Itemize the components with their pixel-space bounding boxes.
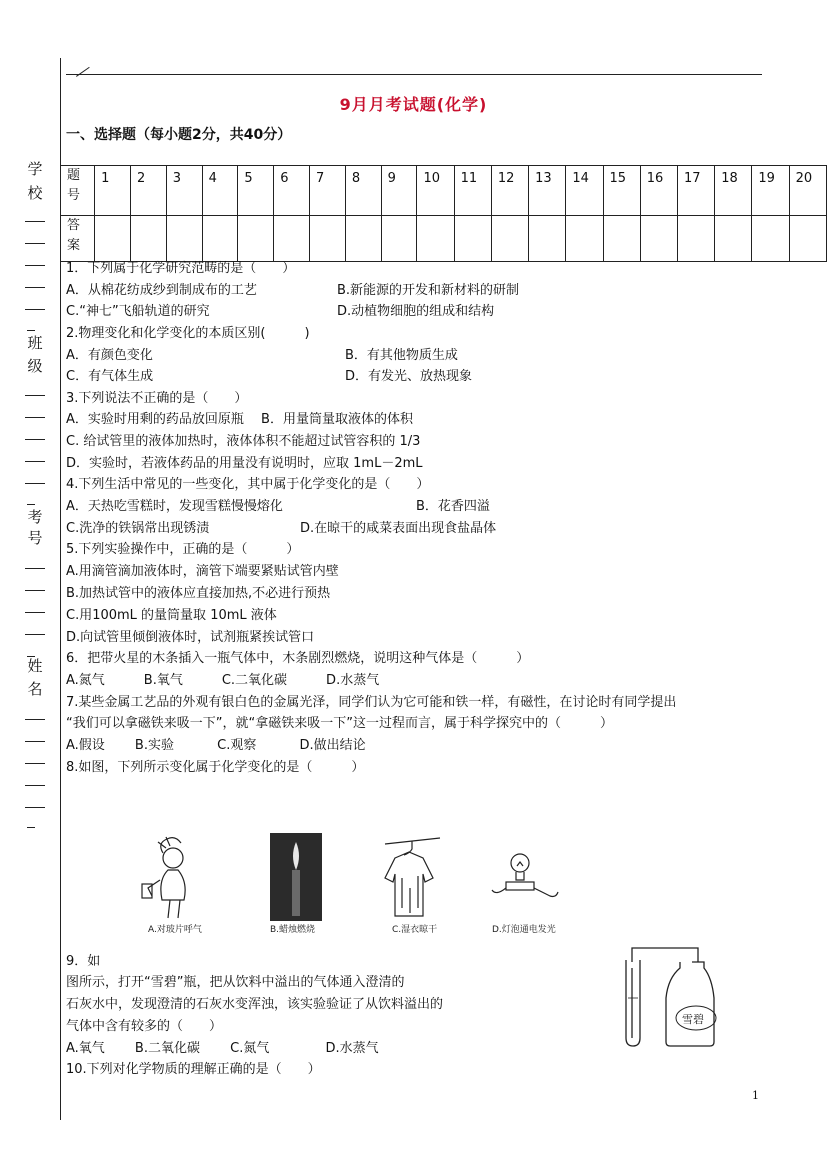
answer-cell[interactable] bbox=[789, 216, 826, 262]
side-fill-line bbox=[25, 395, 45, 396]
side-fill-line bbox=[25, 417, 45, 418]
side-fill-line bbox=[25, 807, 45, 808]
question-4-stem: 4.下列生活中常见的一些变化，其中属于化学变化的是（ ） bbox=[66, 477, 430, 492]
question-1-stem: 1．下列属于化学研究范畴的是（ ） bbox=[66, 261, 296, 276]
figure-d-illustration bbox=[492, 854, 558, 897]
question-6-stem: 6．把带火星的木条插入一瓶气体中，木条剧烈燃烧，说明这种气体是（ ） bbox=[66, 651, 530, 666]
question-8-figure bbox=[140, 818, 570, 943]
question-number-cell: 14 bbox=[566, 166, 603, 216]
question-number-cell: 1 bbox=[95, 166, 131, 216]
question-9-figure bbox=[618, 938, 743, 1050]
question-1-option-b: B.新能源的开发和新材料的研制 bbox=[337, 283, 520, 298]
side-fill-line bbox=[25, 590, 45, 591]
side-fill-line bbox=[25, 719, 45, 720]
question-7-options: A.假设 B.实验 C.观察 D.做出结论 bbox=[66, 738, 366, 753]
header-slash-mark bbox=[76, 67, 90, 77]
answer-grid bbox=[60, 165, 827, 262]
side-fill-line bbox=[25, 287, 45, 288]
answer-cell[interactable] bbox=[381, 216, 417, 262]
question-5-option-d: D.向试管里倾倒液体时，试剂瓶紧挨试管口 bbox=[66, 630, 315, 645]
question-10-stem: 10.下列对化学物质的理解正确的是（ ） bbox=[66, 1062, 321, 1077]
header-char: 题 bbox=[67, 168, 81, 183]
question-number-cell: 18 bbox=[715, 166, 752, 216]
side-name-char-1: 姓 bbox=[27, 657, 43, 675]
side-fill-line bbox=[25, 612, 45, 613]
question-9-stem-line-3: 气体中含有较多的（ ） bbox=[66, 1019, 223, 1034]
question-number-cell: 11 bbox=[454, 166, 491, 216]
question-number-cell: 13 bbox=[529, 166, 566, 216]
figure-b-illustration bbox=[270, 833, 322, 921]
side-fill-line bbox=[25, 265, 45, 266]
question-number-row bbox=[61, 166, 827, 216]
question-number-cell: 7 bbox=[310, 166, 346, 216]
answer-cell[interactable] bbox=[715, 216, 752, 262]
question-number-cell: 6 bbox=[274, 166, 310, 216]
row-header-question-no bbox=[61, 166, 95, 216]
figure-a-caption: A.对玻片呼气 bbox=[148, 925, 202, 935]
question-8-stem: 8.如图，下列所示变化属于化学变化的是（ ） bbox=[66, 760, 365, 775]
question-3-options-ab: A．实验时用剩的药品放回原瓶 B．用量筒量取液体的体积 bbox=[66, 412, 413, 427]
question-9-stem-line-1: 图所示，打开“雪碧”瓶，把从饮料中溢出的气体通入澄清的 bbox=[66, 975, 405, 990]
header-char: 答 bbox=[67, 218, 81, 233]
question-1-option-a: A．从棉花纺成纱到制成布的工艺 bbox=[66, 283, 257, 298]
answer-cell[interactable] bbox=[454, 216, 491, 262]
figure-c-caption: C.湿衣晾干 bbox=[392, 925, 438, 935]
question-number-cell: 19 bbox=[752, 166, 789, 216]
question-4-option-d: D.在晾干的咸菜表面出现食盐晶体 bbox=[300, 521, 497, 536]
question-2-option-d: D．有发光、放热现象 bbox=[345, 369, 473, 384]
header-char: 案 bbox=[67, 238, 81, 253]
question-7-stem-line-1: 7.某些金属工艺品的外观有银白色的金属光泽，同学们认为它可能和铁一样，有磁性，在讨论时有同学提出 bbox=[66, 695, 677, 710]
exam-title: 9月月考试题(化学) bbox=[339, 95, 488, 114]
answer-cell[interactable] bbox=[345, 216, 381, 262]
side-fill-line bbox=[25, 785, 45, 786]
question-2-option-a: A．有颜色变化 bbox=[66, 348, 153, 363]
question-9-stem-line-2: 石灰水中，发现澄清的石灰水变浑浊，该实验验证了从饮料溢出的 bbox=[66, 997, 444, 1012]
side-fill-line bbox=[27, 330, 35, 331]
question-9-options: A.氧气 B.二氧化碳 C.氮气 D.水蒸气 bbox=[66, 1041, 379, 1056]
answer-cell[interactable] bbox=[166, 216, 202, 262]
question-9-number: 9．如 bbox=[66, 954, 101, 969]
side-school-char-1: 学 bbox=[27, 160, 43, 178]
answer-cell[interactable] bbox=[274, 216, 310, 262]
answer-row bbox=[61, 216, 827, 262]
question-number-cell: 4 bbox=[202, 166, 238, 216]
side-class-char-1: 班 bbox=[27, 334, 43, 352]
side-fill-line bbox=[27, 827, 35, 828]
header-char: 号 bbox=[67, 188, 81, 203]
side-fill-line bbox=[25, 763, 45, 764]
question-number-cell: 10 bbox=[417, 166, 454, 216]
figure-b-caption: B.蜡烛燃烧 bbox=[270, 925, 316, 935]
answer-cell[interactable] bbox=[752, 216, 789, 262]
side-fill-line bbox=[25, 568, 45, 569]
bottle-label: 雪碧 bbox=[682, 1013, 704, 1026]
side-fill-line bbox=[25, 483, 45, 484]
question-number-cell: 16 bbox=[640, 166, 677, 216]
header-rule bbox=[66, 74, 762, 75]
answer-cell[interactable] bbox=[417, 216, 454, 262]
side-examno-char-1: 考 bbox=[27, 508, 43, 526]
question-number-cell: 2 bbox=[130, 166, 166, 216]
answer-cell[interactable] bbox=[677, 216, 714, 262]
page-number: 1 bbox=[752, 1089, 759, 1102]
side-fill-line bbox=[25, 634, 45, 635]
answer-cell[interactable] bbox=[529, 216, 566, 262]
question-5-option-a: A.用滴管滴加液体时，滴管下端要紧贴试管内壁 bbox=[66, 564, 339, 579]
side-examno-char-2: 号 bbox=[27, 529, 43, 547]
side-school-char-2: 校 bbox=[27, 184, 43, 202]
question-number-cell: 12 bbox=[491, 166, 528, 216]
side-name-char-2: 名 bbox=[27, 680, 43, 698]
question-2-option-c: C．有气体生成 bbox=[66, 369, 154, 384]
question-7-stem-line-2: “我们可以拿磁铁来吸一下”，就“拿磁铁来吸一下”这一过程而言，属于科学探究中的（ ） bbox=[66, 716, 613, 731]
question-number-cell: 3 bbox=[166, 166, 202, 216]
question-4-option-c: C.洗净的铁锅常出现锈渍 bbox=[66, 521, 210, 536]
question-5-option-b: B.加热试管中的液体应直接加热,不必进行预热 bbox=[66, 586, 331, 601]
answer-cell[interactable] bbox=[640, 216, 677, 262]
answer-cell[interactable] bbox=[603, 216, 640, 262]
question-3-stem: 3.下列说法不正确的是（ ） bbox=[66, 391, 248, 406]
side-fill-line bbox=[25, 243, 45, 244]
question-number-cell: 8 bbox=[345, 166, 381, 216]
answer-cell[interactable] bbox=[566, 216, 603, 262]
question-1-option-c: C.“神七”飞船轨道的研究 bbox=[66, 304, 210, 319]
question-4-option-b: B．花香四溢 bbox=[416, 499, 490, 514]
question-1-option-d: D.动植物细胞的组成和结构 bbox=[337, 304, 495, 319]
question-number-cell: 15 bbox=[603, 166, 640, 216]
question-5-option-c: C.用100mL 的量筒量取 10mL 液体 bbox=[66, 608, 277, 623]
answer-cell[interactable] bbox=[491, 216, 528, 262]
answer-cell[interactable] bbox=[238, 216, 274, 262]
row-header-answer bbox=[61, 216, 95, 262]
side-fill-line bbox=[25, 461, 45, 462]
answer-cell[interactable] bbox=[310, 216, 346, 262]
figure-a-illustration bbox=[142, 837, 185, 918]
question-4-option-a: A．天热吃雪糕时，发现雪糕慢慢熔化 bbox=[66, 499, 283, 514]
answer-cell[interactable] bbox=[130, 216, 166, 262]
question-5-stem: 5.下列实验操作中，正确的是（ ） bbox=[66, 542, 300, 557]
question-6-options: A.氮气 B.氧气 C.二氧化碳 D.水蒸气 bbox=[66, 673, 380, 688]
answer-cell[interactable] bbox=[202, 216, 238, 262]
side-fill-line bbox=[25, 439, 45, 440]
question-number-cell: 9 bbox=[381, 166, 417, 216]
question-2-option-b: B．有其他物质生成 bbox=[345, 348, 458, 363]
side-class-char-2: 级 bbox=[27, 357, 43, 375]
question-2-stem: 2.物理变化和化学变化的本质区别( ) bbox=[66, 326, 310, 341]
question-number-cell: 5 bbox=[238, 166, 274, 216]
question-3-option-c: C. 给试管里的液体加热时，液体体积不能超过试管容积的 1/3 bbox=[66, 434, 421, 449]
question-3-option-d: D．实验时，若液体药品的用量没有说明时，应取 1mL－2mL bbox=[66, 456, 423, 471]
figure-c-illustration bbox=[385, 838, 440, 916]
figure-d-caption: D.灯泡通电发光 bbox=[492, 925, 556, 935]
question-number-cell: 20 bbox=[789, 166, 826, 216]
side-fill-line bbox=[25, 741, 45, 742]
side-fill-line bbox=[25, 221, 45, 222]
side-fill-line bbox=[25, 309, 45, 310]
answer-cell[interactable] bbox=[95, 216, 131, 262]
question-number-cell: 17 bbox=[677, 166, 714, 216]
side-fill-line bbox=[27, 504, 35, 505]
section-heading: 一、选择题（每小题2分，共40分） bbox=[66, 127, 292, 143]
